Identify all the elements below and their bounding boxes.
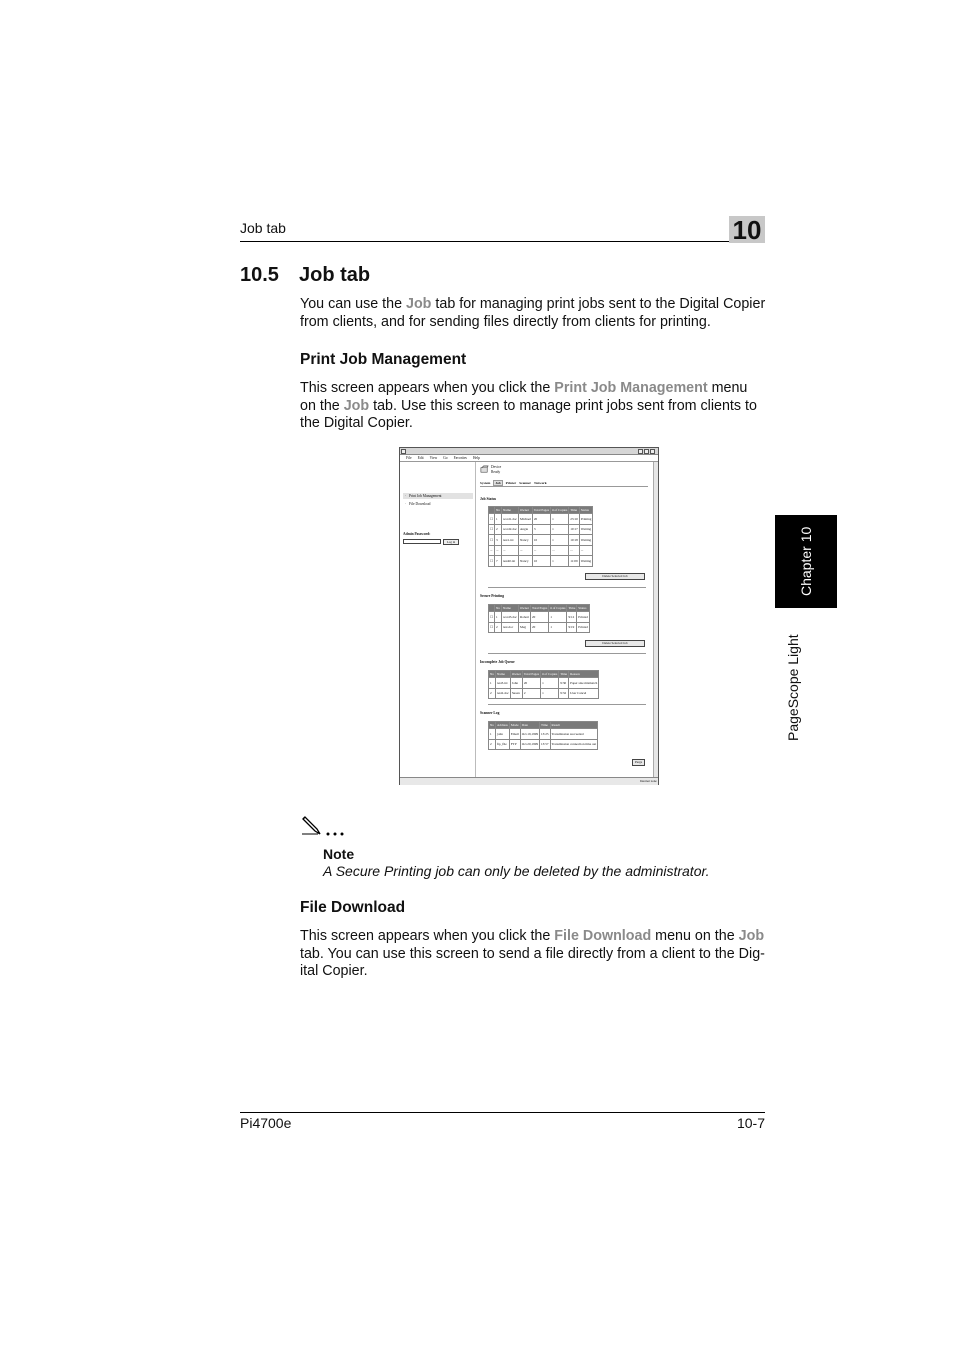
column-header: # of Copies bbox=[552, 508, 568, 512]
table-cell: 1 bbox=[551, 514, 569, 525]
table-cell: 2 bbox=[489, 688, 496, 699]
table-cell: 1 bbox=[489, 729, 496, 740]
footer-model: Pi4700e bbox=[240, 1115, 292, 1131]
secure-printing-title: Secure Printing bbox=[480, 594, 504, 598]
incomplete-job-table bbox=[488, 670, 599, 699]
table-cell: test1.txt bbox=[502, 535, 519, 546]
table-row bbox=[489, 545, 593, 556]
login-button[interactable]: Log in bbox=[443, 539, 459, 545]
file-download-term: File Download bbox=[554, 928, 652, 944]
table-cell: 1 bbox=[541, 678, 559, 689]
menu-edit[interactable]: Edit bbox=[417, 456, 424, 460]
delete-selected-secure-job-button[interactable]: Delete Selected Job bbox=[585, 640, 645, 647]
row-checkbox[interactable]: ☐ bbox=[489, 535, 495, 546]
secure-printing-table bbox=[488, 604, 590, 633]
table-cell: 13:25 bbox=[540, 729, 551, 740]
table-cell: Michael bbox=[519, 514, 533, 525]
table-cell: Paper size mismatch bbox=[569, 678, 599, 689]
table-cell: Meg bbox=[519, 622, 531, 633]
table-cell: 10:18 bbox=[569, 535, 580, 546]
left-nav-pane bbox=[400, 462, 476, 777]
tab-printer[interactable]: Printer bbox=[505, 481, 517, 485]
print-job-paragraph: This screen appears when you click the Print Job Management menu on the Job tab. Use this screen to manage print jobs sent from clients to the Digital Copier. bbox=[300, 380, 757, 431]
table-cell: ftp_file bbox=[496, 739, 510, 750]
table-cell: Printing bbox=[579, 514, 593, 525]
table-cell: Email bbox=[509, 729, 520, 740]
table-cell: 9:19 bbox=[567, 622, 577, 633]
device-logo-icon bbox=[480, 465, 489, 474]
table-cell: Angie bbox=[519, 524, 533, 535]
section-title: Job tab bbox=[299, 264, 371, 286]
job-term: Job bbox=[406, 296, 432, 312]
table-row bbox=[489, 612, 590, 623]
table-cell: 3 bbox=[494, 535, 501, 546]
table-cell: Nancy bbox=[519, 556, 533, 567]
table-cell: test.doc bbox=[502, 622, 519, 633]
table-row bbox=[489, 514, 593, 525]
menu-view[interactable]: View bbox=[429, 456, 438, 460]
job-status-title: Job Status bbox=[480, 497, 497, 501]
table-cell: john bbox=[496, 729, 510, 740]
header-rule bbox=[240, 241, 765, 242]
row-checkbox[interactable]: ☐ bbox=[489, 524, 495, 535]
column-header: Owner bbox=[520, 606, 529, 610]
table-cell: 1 bbox=[494, 514, 501, 525]
table-cell: 9:12 bbox=[567, 612, 577, 623]
tab-strip bbox=[480, 481, 550, 485]
table-cell: 1 bbox=[549, 612, 567, 623]
table-cell: Transmission connection time out bbox=[550, 739, 598, 750]
table-cell: Oct.20,1999 bbox=[520, 739, 539, 750]
status-bar bbox=[400, 777, 658, 785]
column-header: Time bbox=[569, 507, 580, 514]
section-divider bbox=[488, 587, 646, 588]
table-cell: ... bbox=[579, 545, 593, 556]
incomplete-job-queue-title: Incomplete Job Queue bbox=[480, 660, 515, 664]
table-cell: Nancy bbox=[519, 535, 533, 546]
table-cell: Waiting bbox=[579, 535, 593, 546]
chapter-number: 10 bbox=[732, 215, 762, 245]
table-row bbox=[489, 524, 593, 535]
column-header: # of Copies bbox=[550, 606, 566, 610]
chapter-side-label: Chapter 10 bbox=[798, 526, 814, 597]
table-cell: ... bbox=[519, 545, 533, 556]
table-row bbox=[489, 622, 590, 633]
table-cell: 9:32 bbox=[559, 688, 569, 699]
maximize-button[interactable] bbox=[644, 449, 649, 454]
tab-network[interactable]: Network bbox=[534, 481, 547, 485]
table-cell: word1.doc bbox=[502, 514, 519, 525]
table-cell: ... bbox=[502, 545, 519, 556]
table-cell: Printed bbox=[577, 612, 590, 623]
column-header: Result bbox=[550, 722, 598, 729]
file-download-paragraph: This screen appears when you click the File Download menu on the Job tab. You can use this screen to send a file directly from a client to the Dig-ital Copier. bbox=[300, 928, 765, 979]
window-icon bbox=[401, 449, 406, 454]
intro-paragraph: You can use the Job tab for managing print jobs sent to the Digital Copier from clients, and for sending files directly from clients for printing. bbox=[300, 296, 766, 330]
table-cell: Waiting bbox=[579, 556, 593, 567]
footer-page-number: 10-7 bbox=[736, 1115, 765, 1131]
row-checkbox[interactable]: ☐ bbox=[489, 514, 495, 525]
purge-button[interactable]: Purge bbox=[632, 759, 645, 766]
table-cell: Oct.19,1999 bbox=[520, 729, 539, 740]
table-cell: 3 bbox=[532, 524, 550, 535]
column-header: Time bbox=[540, 722, 551, 729]
section-number: 10.5 bbox=[240, 264, 279, 286]
table-cell: word2.doc bbox=[502, 524, 519, 535]
table-cell: 20 bbox=[531, 612, 549, 623]
nav-print-job-management[interactable]: · Print Job Management bbox=[403, 493, 473, 499]
file-download-heading: File Download bbox=[300, 899, 406, 916]
note-text: A Secure Printing job can only be deleted by the administrator. bbox=[323, 863, 710, 879]
column-header: Total Pages bbox=[533, 508, 550, 512]
minimize-button[interactable] bbox=[638, 449, 643, 454]
table-cell: test2.doc bbox=[496, 688, 511, 699]
print-job-heading: Print Job Management bbox=[300, 351, 467, 368]
menu-help[interactable]: Help bbox=[472, 456, 480, 460]
table-cell: 20 bbox=[532, 514, 550, 525]
table-cell: 1 bbox=[551, 524, 569, 535]
job-tab-screenshot bbox=[399, 447, 659, 785]
column-header: Date bbox=[520, 722, 539, 729]
table-cell: 10:17 bbox=[569, 524, 580, 535]
column-header: Address bbox=[497, 723, 508, 727]
column-header: No bbox=[490, 723, 495, 727]
product-side-label: PageScope Light bbox=[785, 634, 801, 742]
table-cell: Transmission succeeded bbox=[550, 729, 598, 740]
column-header: Name bbox=[502, 507, 519, 514]
job-status-table bbox=[488, 506, 593, 567]
table-cell: FTP bbox=[509, 739, 520, 750]
table-cell: 1 bbox=[541, 688, 559, 699]
internet-zone-label: Internet zone bbox=[640, 779, 657, 783]
table-cell: 20 bbox=[522, 678, 540, 689]
table-cell: 13:57 bbox=[540, 739, 551, 750]
table-cell: ... bbox=[494, 545, 501, 556]
nav-file-download[interactable]: · File Download bbox=[403, 501, 473, 507]
table-cell: 23:10 bbox=[569, 514, 580, 525]
admin-password-input[interactable] bbox=[403, 539, 441, 544]
table-cell: word3.doc bbox=[502, 612, 519, 623]
column-header: # of Copies bbox=[542, 672, 558, 676]
table-cell: test40.txt bbox=[502, 556, 519, 567]
table-cell: 11:09 bbox=[569, 556, 580, 567]
column-header: No bbox=[490, 672, 495, 676]
table-cell: 1 bbox=[551, 535, 569, 546]
admin-password-label: Admin Password: bbox=[403, 532, 431, 536]
note-label: Note bbox=[323, 846, 355, 862]
note-pencil-icon bbox=[301, 816, 349, 838]
row-checkbox[interactable]: ☐ bbox=[489, 622, 495, 633]
section-heading bbox=[240, 264, 370, 287]
table-cell: User Cancel bbox=[569, 688, 599, 699]
delete-selected-job-button[interactable]: Delete Selected Job bbox=[585, 573, 645, 580]
vertical-scrollbar[interactable] bbox=[653, 462, 658, 777]
table-cell: Waiting bbox=[579, 524, 593, 535]
table-row bbox=[489, 688, 599, 699]
table-row bbox=[489, 729, 598, 740]
device-status-text: Device Ready bbox=[491, 465, 502, 474]
job-term: Job bbox=[738, 928, 765, 944]
table-cell: 9:30 bbox=[559, 678, 569, 689]
running-header: Job tab bbox=[240, 220, 286, 236]
table-row bbox=[489, 678, 599, 689]
table-cell: 1 bbox=[489, 678, 496, 689]
table-cell: 1 bbox=[494, 612, 501, 623]
table-cell: Susan bbox=[510, 688, 522, 699]
column-header: Time bbox=[568, 606, 576, 610]
scanner-log-table bbox=[488, 721, 598, 750]
table-cell: 10 bbox=[532, 535, 550, 546]
table-cell: 2 bbox=[494, 524, 501, 535]
column-header: Total Pages bbox=[532, 606, 548, 610]
table-cell: 10 bbox=[532, 556, 550, 567]
tab-job[interactable]: Job bbox=[495, 481, 501, 485]
table-cell: ... bbox=[551, 545, 569, 556]
job-term: Job bbox=[343, 397, 370, 414]
column-header: Total Pages bbox=[523, 672, 540, 676]
print-job-term: Print Job Management bbox=[554, 380, 708, 396]
column-header: No bbox=[495, 606, 500, 610]
tab-rule bbox=[480, 486, 648, 487]
table-cell: Printed bbox=[577, 622, 590, 633]
footer-rule bbox=[240, 1112, 765, 1113]
column-header: No bbox=[495, 508, 500, 512]
table-cell: 1 bbox=[551, 556, 569, 567]
table-cell: 7 bbox=[494, 556, 501, 567]
column-header: Status bbox=[579, 507, 593, 514]
table-cell: 2 bbox=[494, 622, 501, 633]
scanner-log-title: Scanner Log bbox=[480, 711, 500, 715]
section-divider bbox=[488, 704, 646, 705]
section-divider bbox=[488, 653, 646, 654]
table-cell: ... bbox=[569, 545, 580, 556]
column-header: Name bbox=[496, 671, 511, 678]
table-cell: John bbox=[510, 678, 522, 689]
column-header: Reason bbox=[569, 671, 599, 678]
menu-file[interactable]: File bbox=[406, 456, 412, 460]
table-cell: Robert bbox=[519, 612, 531, 623]
menu-favorites[interactable]: Favorites bbox=[453, 456, 467, 460]
table-cell: 2 bbox=[522, 688, 540, 699]
table-cell: ... bbox=[532, 545, 550, 556]
table-row bbox=[489, 556, 593, 567]
close-button[interactable] bbox=[650, 449, 655, 454]
column-header: Name bbox=[502, 605, 519, 612]
row-checkbox[interactable]: ☐ bbox=[489, 556, 495, 567]
column-header: Owner bbox=[511, 672, 521, 676]
table-cell: 1 bbox=[549, 622, 567, 633]
table-cell: 20 bbox=[531, 622, 549, 633]
tab-system[interactable]: System bbox=[480, 481, 491, 485]
table-row bbox=[489, 535, 593, 546]
column-header: Mode bbox=[510, 723, 519, 727]
column-header: Owner bbox=[519, 507, 533, 514]
table-cell: 2 bbox=[489, 739, 496, 750]
tab-scanner[interactable]: Scanner bbox=[519, 481, 532, 485]
table-row bbox=[489, 739, 598, 750]
menu-go[interactable]: Go bbox=[443, 456, 448, 460]
column-header: Time bbox=[560, 672, 568, 676]
table-cell: ... bbox=[489, 545, 495, 556]
window-titlebar bbox=[400, 448, 658, 455]
table-cell: test3.txt bbox=[496, 678, 511, 689]
row-checkbox[interactable]: ☐ bbox=[489, 612, 495, 623]
column-header: Status bbox=[577, 605, 590, 612]
